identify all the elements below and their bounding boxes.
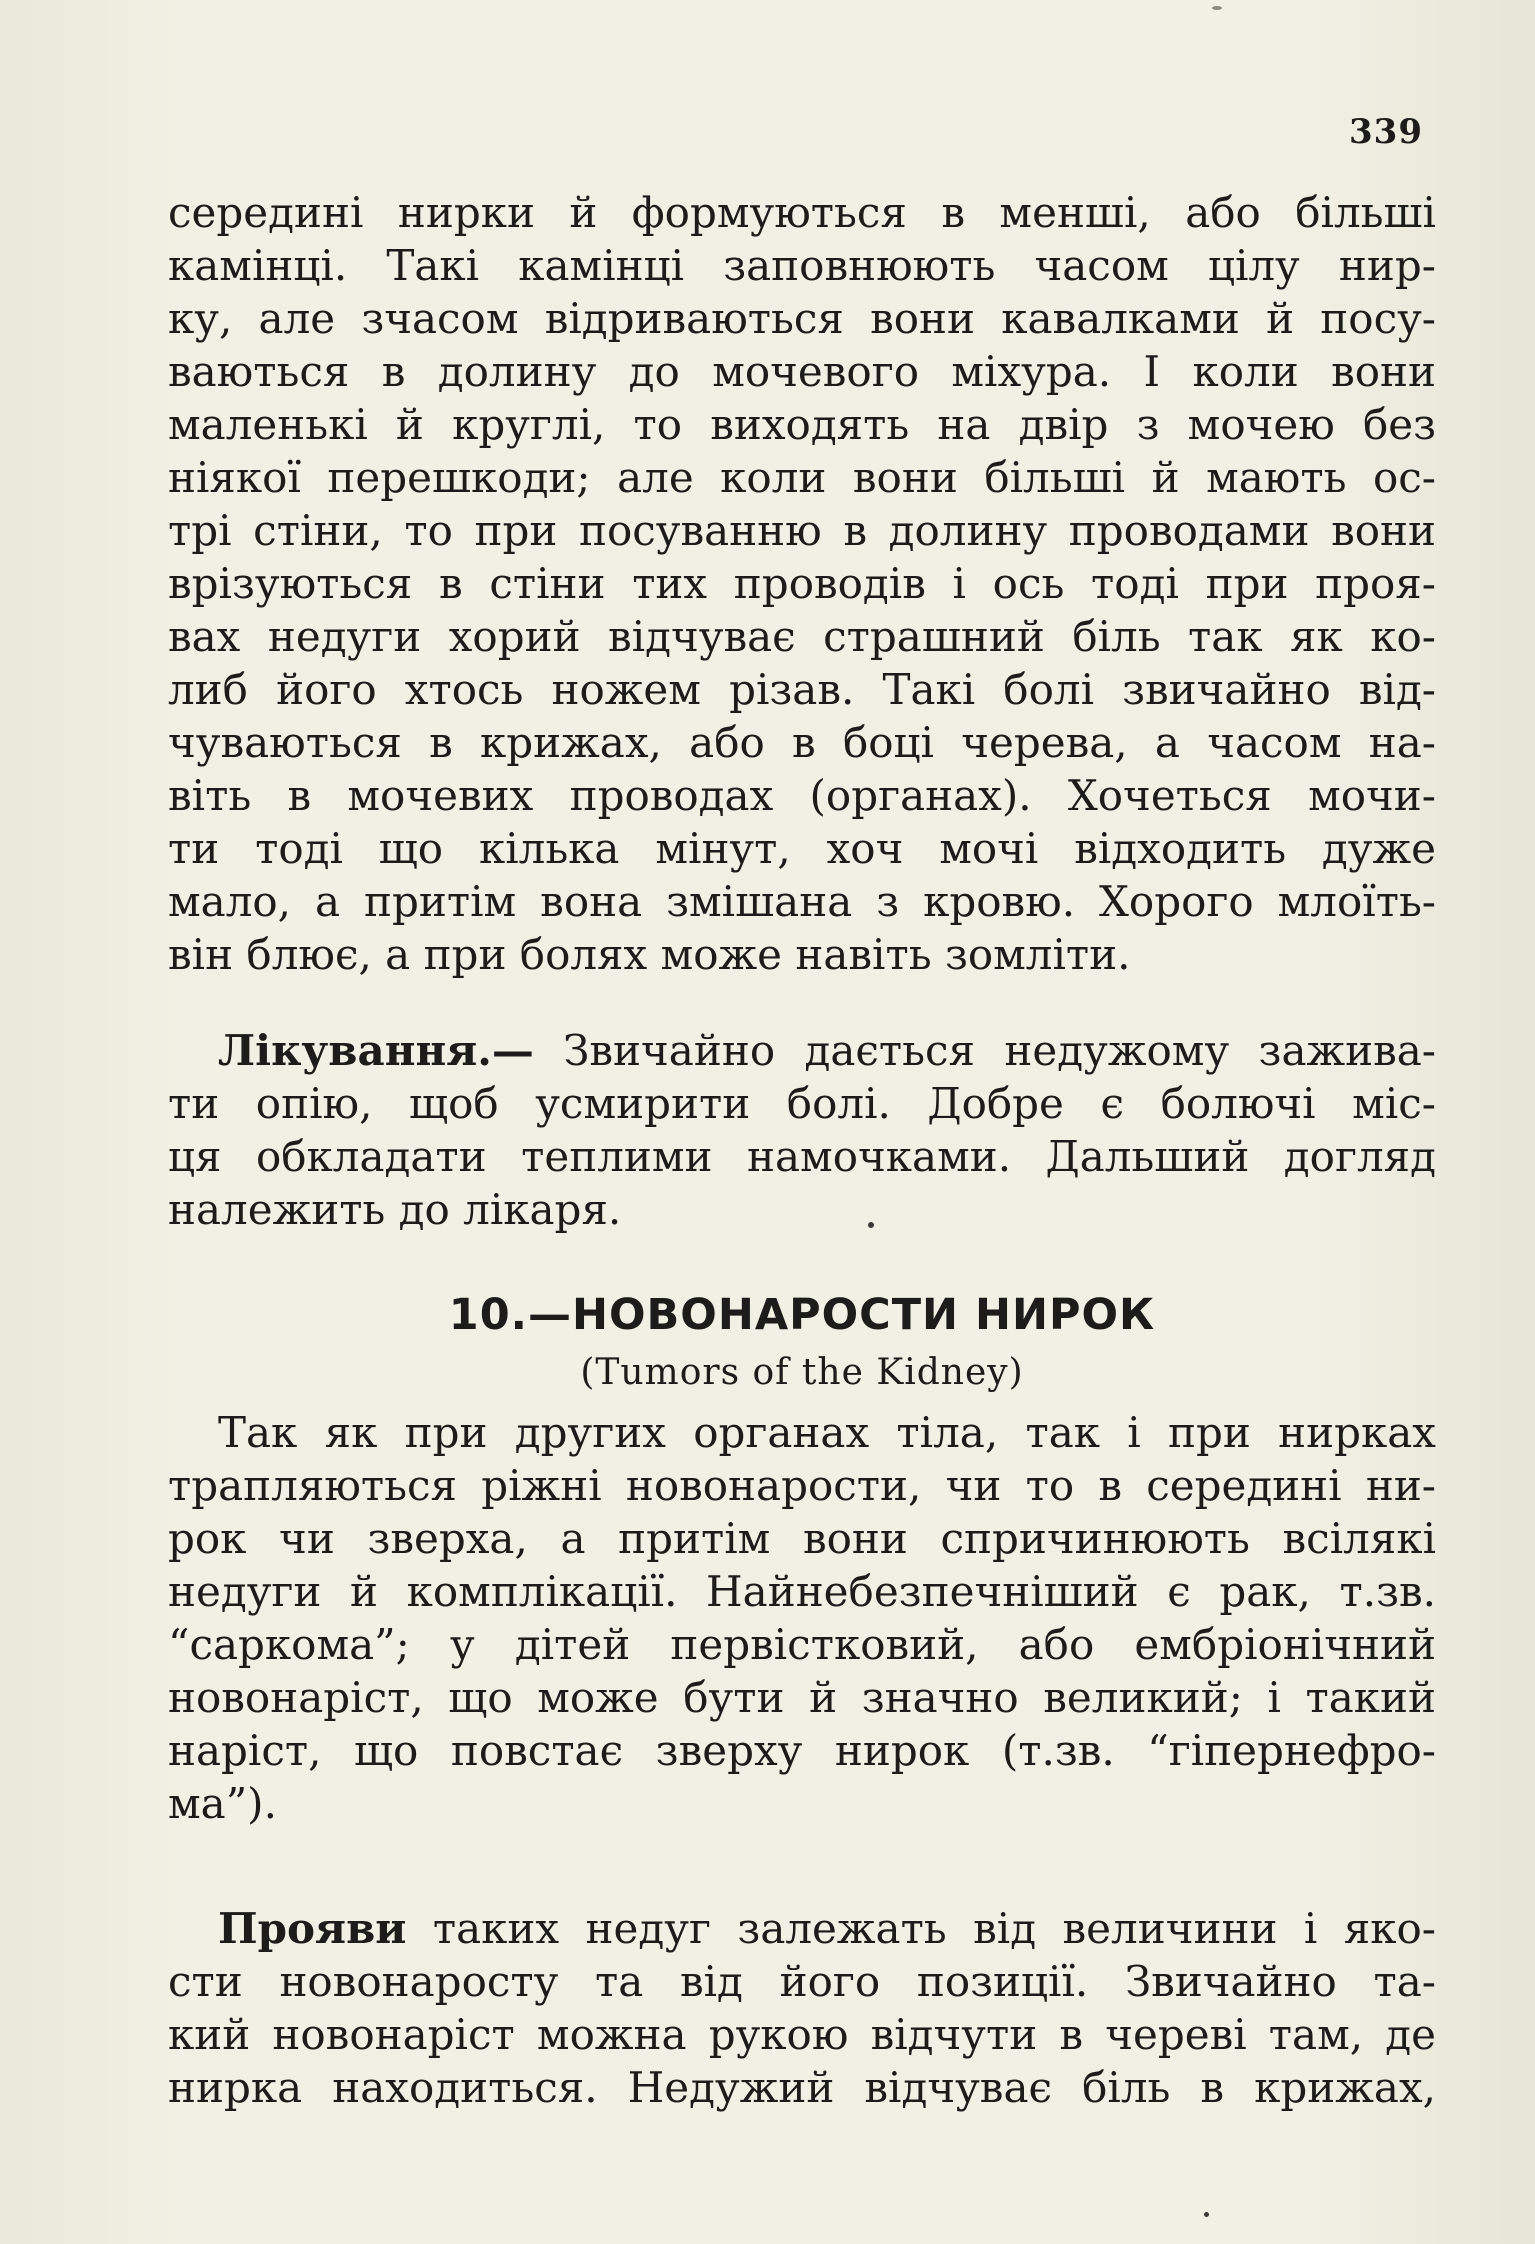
text-line: кий новонаріст можна рукою відчути в череві там, де (168, 2010, 1436, 2059)
paragraph-treatment (168, 1024, 1436, 1236)
text-line: маленькі й круглі, то виходять на двір з мочею без (168, 400, 1436, 449)
text-line: ваються в долину до мочевого міхура. І коли вони (168, 347, 1436, 396)
text-line: трі стіни, то при посуванню в долину проводами вони (168, 506, 1436, 555)
section-subheading: (Tumors of the Kidney) (580, 1352, 1024, 1393)
text-line (168, 1024, 1436, 1077)
text-line: трапляються ріжні новонарости, чи то в середині ни- (168, 1461, 1436, 1510)
text-line: “саркома”; у дітей первістковий, або ембріонічний (168, 1620, 1436, 1669)
text-line: новонаріст, що може бути й значно великий; і такий (168, 1673, 1436, 1722)
text-line: наріст, що повстає зверху нирок (т.зв. “гіпернефро- (168, 1726, 1436, 1775)
treatment-lead: Лікування.— (218, 1026, 534, 1075)
text-line: мало, а притім вона змішана з кровю. Хорого млоїть- (168, 877, 1436, 926)
text-line: віть в мочевих проводах (органах). Хочеться мочи- (168, 771, 1436, 820)
treatment-first-line: Звичайно дається недужому зажива- (563, 1026, 1436, 1075)
symptoms-lead: Прояви (218, 1904, 407, 1953)
text-line: ма”). (168, 1779, 277, 1828)
text-line: середині нирки й формуються в менші, або більші (168, 188, 1436, 237)
text-line: камінці. Такі камінці заповнюють часом цілу нир- (168, 241, 1436, 290)
text-line: сти новонаросту та від його позиції. Звичайно та- (168, 1957, 1436, 2006)
text-line: вах недуги хорий відчуває страшний біль так як ко- (168, 612, 1436, 661)
text-line: чуваються в крижах, або в боці черева, а часом на- (168, 718, 1436, 767)
text-line: ніякої перешкоди; але коли вони більші й мають ос- (168, 453, 1436, 502)
text-line: Так як при других органах тіла, так і при нирках (218, 1408, 1436, 1457)
text-line: врізуються в стіни тих проводів і ось тоді при проя- (168, 559, 1436, 608)
text-line: ця обкладати теплими намочками. Дальший догляд (168, 1132, 1436, 1181)
text-line: ти тоді що кілька мінут, хоч мочі відходить дуже (168, 824, 1436, 873)
page-number: 339 (1349, 112, 1423, 152)
print-speck (1204, 2212, 1209, 2217)
print-speck (868, 1222, 874, 1228)
paragraph-tumors (168, 1406, 1436, 1830)
text-line: ку, але зчасом відриваються вони кавалками й посу- (168, 294, 1436, 343)
text-line: ти опію, щоб усмирити болі. Добре є болючі міс- (168, 1079, 1436, 1128)
text-line: нирка находиться. Недужий відчуває біль в крижах, (168, 2063, 1436, 2112)
text-line: він блює, а при болях може навіть зомліти. (168, 930, 1131, 979)
paragraph-symptoms (168, 1902, 1436, 2114)
paragraph-kidney-stones (168, 186, 1436, 981)
text-line: либ його хтось ножем різав. Такі болі звичайно від- (168, 665, 1436, 714)
symptoms-first-line: таких недуг залежать від величини і яко- (432, 1904, 1436, 1953)
text-line: рок чи зверха, а притім вони спричинюють всілякі (168, 1514, 1436, 1563)
text-line: належить до лікаря. (168, 1185, 622, 1234)
text-line: недуги й комплікації. Найнебезпечніший є рак, т.зв. (168, 1567, 1436, 1616)
text-line (168, 1902, 1436, 1955)
print-speck (1212, 6, 1222, 10)
section-heading: 10.—НОВОНАРОСТИ НИРОК (448, 1290, 1156, 1340)
